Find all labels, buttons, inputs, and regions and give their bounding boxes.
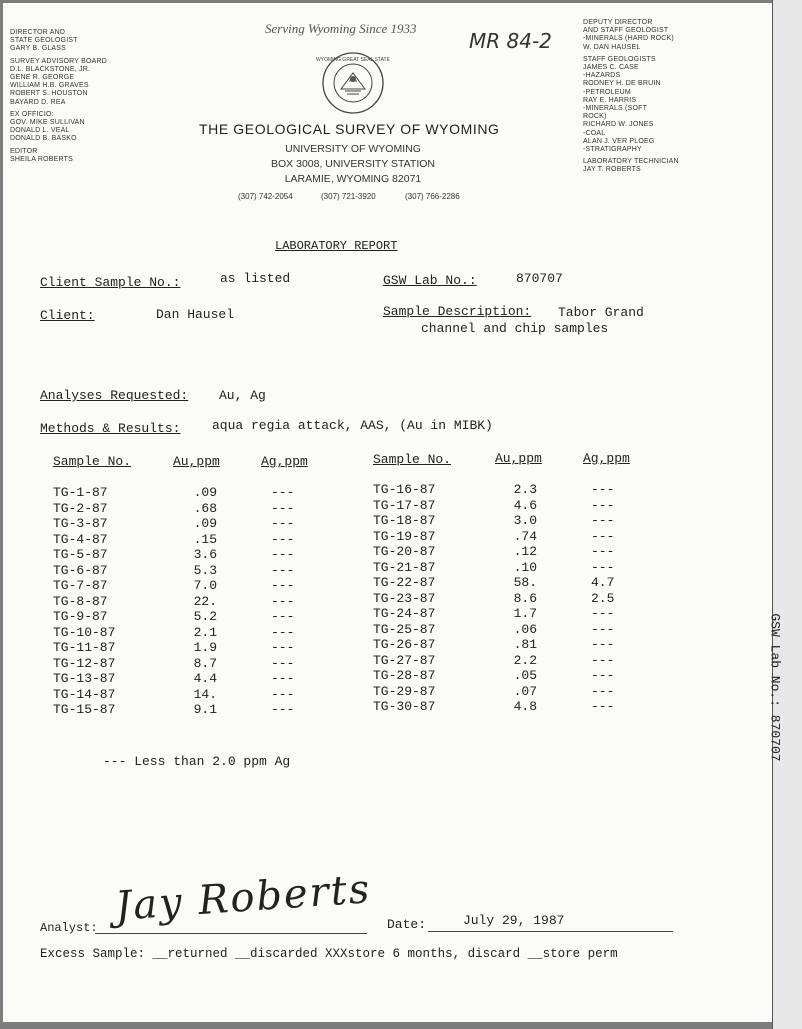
phone-2: (307) 721-3920 [321, 192, 376, 201]
sample-description-value-1: Tabor Grand [558, 305, 644, 320]
date-underline [428, 931, 673, 932]
right-letterhead-line: -COAL [583, 129, 606, 137]
analyst-label: Analyst: [40, 921, 98, 935]
header-au-right: Au,ppm [495, 451, 542, 466]
ag-value: --- [591, 683, 615, 699]
right-letterhead-line: -MINERALS (HARD ROCK) [583, 35, 674, 43]
sample-id: TG-11-87 [53, 640, 116, 655]
ag-value: 2.5 [591, 590, 615, 606]
left-letterhead-line: WILLIAM H.B. GRAVES [10, 82, 89, 90]
sample-id: TG-24-87 [373, 606, 436, 621]
sample-id: TG-17-87 [373, 497, 436, 513]
sample-id: TG-28-87 [373, 668, 436, 683]
au-value: 2.2 [513, 652, 537, 668]
sample-id: TG-14-87 [53, 686, 116, 702]
right-letterhead-line: ROCK) [583, 113, 607, 121]
au-value: .05 [513, 668, 537, 683]
right-letterhead-line: STAFF GEOLOGISTS [583, 55, 656, 63]
header-ag-right: Ag,ppm [583, 451, 630, 466]
sample-id: TG-12-87 [53, 655, 116, 671]
ag-value: --- [271, 531, 295, 547]
address-line-2: BOX 3008, UNIVERSITY STATION [271, 158, 435, 170]
sample-id: TG-18-87 [373, 513, 436, 528]
right-letterhead-line: JAMES C. CASE [583, 64, 639, 72]
svg-text:WYOMING GREAT SEAL STATE: WYOMING GREAT SEAL STATE [316, 57, 390, 63]
left-ag-column [271, 485, 294, 718]
ag-value: --- [271, 702, 295, 717]
au-value: 4.8 [513, 699, 537, 714]
au-value: .74 [513, 528, 537, 544]
right-letterhead-line: AND STAFF GEOLOGIST [583, 27, 669, 35]
sample-id: TG-3-87 [53, 516, 108, 531]
au-value: 1.9 [193, 640, 217, 655]
left-letterhead-line: GARY B. GLASS [10, 45, 67, 53]
right-letterhead-line: RAY E. HARRIS [583, 96, 637, 104]
left-letterhead-line: EDITOR [10, 147, 38, 155]
methods-value: aqua regia attack, AAS, (Au in MIBK) [212, 418, 493, 433]
au-value: 3.6 [193, 547, 217, 562]
ag-value: --- [591, 621, 615, 637]
date-value: July 29, 1987 [463, 913, 565, 928]
right-letterhead [583, 19, 679, 175]
sample-id: TG-30-87 [373, 699, 436, 714]
ag-value: --- [591, 559, 615, 575]
left-letterhead-line: GOV. MIKE SULLIVAN [10, 119, 85, 127]
au-value: 14. [193, 686, 217, 702]
right-letterhead-line: ALAN J. VER PLOEG [583, 137, 655, 145]
address-line-1: UNIVERSITY OF WYOMING [285, 143, 421, 155]
ag-value: --- [271, 624, 295, 640]
au-value: .09 [193, 485, 217, 500]
right-letterhead-line: W. DAN HAUSEL [583, 43, 641, 51]
sample-id: TG-9-87 [53, 609, 108, 624]
left-letterhead-line: DIRECTOR AND [10, 29, 66, 36]
au-value: 8.7 [193, 655, 217, 671]
page-edge [767, 0, 802, 1029]
ag-value: --- [591, 528, 615, 544]
analyses-label: Analyses Requested: [40, 388, 189, 403]
au-value: .06 [513, 621, 537, 637]
ag-value: --- [271, 500, 295, 516]
sample-id: TG-1-87 [53, 485, 108, 500]
sample-description-label: Sample Description: [383, 304, 532, 319]
au-value: 2.3 [513, 482, 537, 497]
left-letterhead-line: DONALD B. BASKO [10, 135, 77, 143]
state-seal-icon [316, 51, 390, 115]
analyses-value: Au, Ag [219, 388, 266, 403]
right-letterhead-line: -STRATIGRAPHY [583, 146, 642, 154]
ag-value: --- [271, 609, 295, 624]
au-value: 58. [513, 575, 537, 590]
ag-value: --- [271, 547, 295, 562]
ag-value: --- [591, 606, 615, 621]
ag-value: --- [271, 655, 295, 671]
sample-id: TG-4-87 [53, 531, 108, 547]
sample-id: TG-15-87 [53, 702, 116, 717]
right-au-column [501, 482, 537, 715]
header-sample-no-right: Sample No. [373, 452, 452, 467]
sample-id: TG-16-87 [373, 482, 436, 497]
ag-value: --- [591, 513, 615, 528]
sample-id: TG-29-87 [373, 683, 436, 699]
right-letterhead-line: JAY T. ROBERTS [583, 166, 641, 174]
au-value: .12 [513, 544, 537, 559]
phone-1: (307) 742-2054 [238, 192, 293, 201]
signature: Jay Roberts [113, 866, 373, 930]
client-sample-label: Client Sample No.: [40, 275, 181, 290]
au-value: 5.3 [193, 562, 217, 578]
au-value: 8.6 [513, 590, 537, 606]
methods-label: Methods & Results: [40, 421, 181, 436]
sample-id: TG-22-87 [373, 575, 436, 590]
ag-value: --- [271, 671, 295, 686]
left-letterhead-line: SHEILA ROBERTS [10, 155, 73, 163]
sample-id: TG-20-87 [373, 544, 436, 559]
right-letterhead-line: -HAZARDS [583, 72, 621, 80]
sample-id: TG-7-87 [53, 578, 108, 593]
sample-id: TG-2-87 [53, 500, 108, 516]
report-title: LABORATORY REPORT [275, 239, 398, 253]
sample-id: TG-26-87 [373, 637, 436, 652]
left-letterhead-line: EX OFFICIO: [10, 110, 54, 118]
au-value: 5.2 [193, 609, 217, 624]
phone-3: (307) 766-2286 [405, 192, 460, 201]
ag-value: 4.7 [591, 575, 615, 590]
right-ag-column [591, 482, 614, 715]
ag-value: --- [591, 637, 615, 652]
ag-value: --- [271, 640, 295, 655]
sample-id: TG-13-87 [53, 671, 116, 686]
right-letterhead-line: LABORATORY TECHNICIAN [583, 158, 679, 166]
ag-value: --- [591, 652, 615, 668]
au-value: .10 [513, 559, 537, 575]
ag-value: --- [271, 562, 295, 578]
au-value: 2.1 [193, 624, 217, 640]
header-sample-no-left: Sample No. [53, 454, 132, 469]
client-value: Dan Hausel [156, 307, 235, 322]
header-ag-left: Ag,ppm [261, 454, 308, 469]
ag-value: --- [271, 686, 295, 702]
left-letterhead-line: ROBERT S. HOUSTON [10, 90, 88, 98]
au-value: .07 [513, 683, 537, 699]
sample-id: TG-19-87 [373, 528, 436, 544]
ag-value: --- [271, 485, 295, 500]
handwritten-id: MR 84-2 [469, 29, 552, 53]
au-value: .15 [193, 531, 217, 547]
footnote: --- Less than 2.0 ppm Ag [103, 754, 291, 769]
au-value: 22. [193, 593, 217, 609]
left-sample-column [53, 485, 115, 718]
right-letterhead-line: DEPUTY DIRECTOR [583, 19, 653, 26]
left-letterhead-line: GENE R. GEORGE [10, 74, 75, 82]
ag-value: --- [591, 544, 615, 559]
sample-id: TG-23-87 [373, 590, 436, 606]
au-value: 9.1 [193, 702, 217, 717]
sample-id: TG-8-87 [53, 593, 108, 609]
ag-value: --- [271, 578, 295, 593]
gsw-lab-label: GSW Lab No.: [383, 273, 477, 288]
au-value: .68 [193, 500, 217, 516]
org-name: THE GEOLOGICAL SURVEY OF WYOMING [199, 121, 500, 137]
sample-id: TG-25-87 [373, 621, 436, 637]
au-value: .81 [513, 637, 537, 652]
left-letterhead-line: D.L. BLACKSTONE, JR. [10, 65, 91, 73]
left-letterhead-line: DONALD L. VEAL [10, 127, 70, 135]
side-stamp: GSW Lab No.: 870707 [767, 613, 783, 762]
au-value: .09 [193, 516, 217, 531]
address-line-3: LARAMIE, WYOMING 82071 [284, 173, 422, 185]
au-value: 7.0 [193, 578, 217, 593]
ag-value: --- [591, 482, 615, 497]
client-label: Client: [40, 308, 95, 323]
left-letterhead-line: STATE GEOLOGIST [10, 37, 78, 45]
sample-id: TG-6-87 [53, 562, 108, 578]
date-label: Date: [387, 917, 427, 932]
address-block [203, 142, 503, 187]
header-au-left: Au,ppm [173, 454, 220, 469]
left-letterhead [10, 29, 107, 164]
right-letterhead-line: -MINERALS (SOFT [583, 105, 648, 113]
analyst-underline [95, 933, 367, 934]
ag-value: --- [591, 699, 615, 714]
gsw-lab-value: 870707 [516, 271, 563, 286]
report-page [3, 3, 772, 1022]
left-letterhead-line: SURVEY ADVISORY BOARD [10, 57, 108, 65]
right-letterhead-line: RICHARD W. JONES [583, 121, 654, 129]
sample-description-value-2: channel and chip samples [421, 321, 609, 336]
au-value: 1.7 [513, 606, 537, 621]
au-value: 4.6 [513, 497, 537, 513]
excess-sample-line: Excess Sample: __returned __discarded XXXstore 6 months, discard __store perm [40, 947, 618, 961]
sample-id: TG-10-87 [53, 624, 116, 640]
right-sample-column [373, 482, 435, 715]
ag-value: --- [591, 668, 615, 683]
right-letterhead-line: RODNEY H. DE BRUIN [583, 80, 661, 88]
ag-value: --- [591, 497, 615, 513]
sample-id: TG-5-87 [53, 547, 108, 562]
left-au-column [169, 485, 217, 718]
au-value: 3.0 [513, 513, 537, 528]
sample-id: TG-21-87 [373, 559, 436, 575]
motto: Serving Wyoming Since 1933 [265, 21, 417, 36]
ag-value: --- [271, 516, 295, 531]
left-letterhead-line: BAYARD D. REA [10, 98, 66, 106]
ag-value: --- [271, 593, 295, 609]
sample-id: TG-27-87 [373, 652, 436, 668]
client-sample-value: as listed [220, 271, 291, 286]
au-value: 4.4 [193, 671, 217, 686]
right-letterhead-line: -PETROLEUM [583, 88, 631, 96]
